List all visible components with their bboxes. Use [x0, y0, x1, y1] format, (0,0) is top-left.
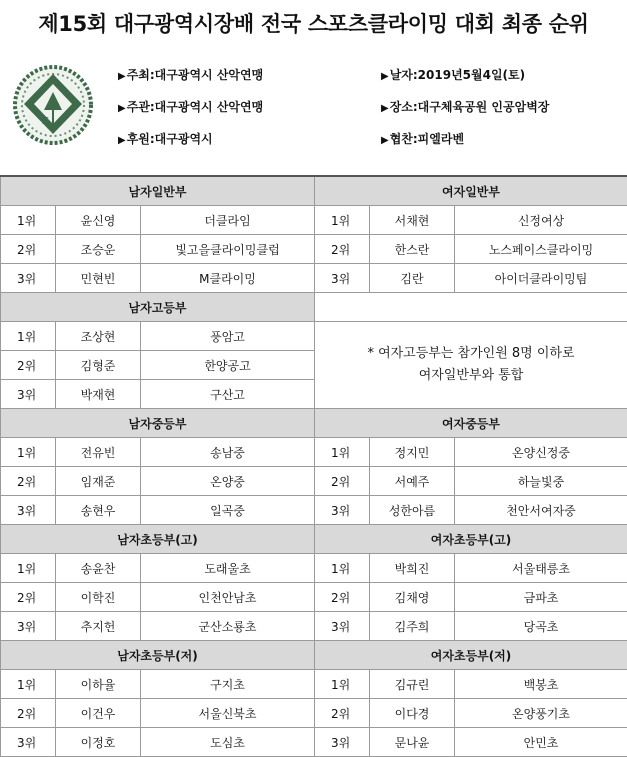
- team-cell: 인천안남초: [141, 583, 315, 612]
- name-cell: 조승운: [56, 235, 141, 264]
- division-title: 여자중등부: [315, 409, 627, 438]
- note-line: * 여자고등부는 참가인원 8명 이하로: [315, 343, 627, 365]
- rank-cell: 2위: [315, 467, 370, 496]
- rank-cell: 3위: [315, 496, 370, 525]
- rank-cell: 2위: [315, 699, 370, 728]
- name-cell: 정지민: [370, 438, 455, 467]
- rank-cell: 3위: [315, 612, 370, 641]
- name-cell: 박재현: [56, 380, 141, 409]
- logo-letter-k: K: [42, 117, 49, 127]
- rank-cell: 2위: [315, 235, 370, 264]
- name-cell: 조상현: [56, 322, 141, 351]
- results-table: [0, 175, 627, 757]
- table-row: [1, 728, 627, 757]
- name-cell: 윤신영: [56, 206, 141, 235]
- rank-cell: 1위: [315, 438, 370, 467]
- info-organizer: [118, 98, 263, 115]
- team-cell: 하늘빛중: [455, 467, 627, 496]
- team-cell: 송남중: [141, 438, 315, 467]
- info-host-text: 주최:대구광역시 산악연맹: [127, 68, 264, 82]
- table-row: [1, 496, 627, 525]
- division-title: 여자초등부(고): [315, 525, 627, 554]
- rank-cell: 3위: [1, 612, 56, 641]
- triangle-bullet-icon: ▶: [381, 135, 389, 146]
- table-row: [1, 699, 627, 728]
- table-row: [1, 670, 627, 699]
- info-support: [381, 130, 464, 147]
- table-row: [1, 467, 627, 496]
- team-cell: 구지초: [141, 670, 315, 699]
- name-cell: 임재준: [56, 467, 141, 496]
- team-cell: 군산소룡초: [141, 612, 315, 641]
- table-row: [1, 438, 627, 467]
- name-cell: 한스란: [370, 235, 455, 264]
- rank-cell: 1위: [315, 554, 370, 583]
- team-cell: 아이더클라이밍팀: [455, 264, 627, 293]
- name-cell: 박희진: [370, 554, 455, 583]
- rank-cell: 1위: [1, 206, 56, 235]
- triangle-bullet-icon: ▶: [118, 71, 126, 82]
- table-row: [1, 612, 627, 641]
- name-cell: 이건우: [56, 699, 141, 728]
- name-cell: 이학진: [56, 583, 141, 612]
- rank-cell: 1위: [315, 206, 370, 235]
- table-row: [1, 554, 627, 583]
- team-cell: 서울신북초: [141, 699, 315, 728]
- team-cell: 빛고을클라이밍클럽: [141, 235, 315, 264]
- team-cell: 안민초: [455, 728, 627, 757]
- team-cell: 당곡초: [455, 612, 627, 641]
- rank-cell: 2위: [1, 583, 56, 612]
- name-cell: 김형준: [56, 351, 141, 380]
- team-cell: 일곡중: [141, 496, 315, 525]
- info-venue: [381, 98, 549, 115]
- empty-cell: [315, 293, 627, 322]
- division-title: 남자초등부(고): [1, 525, 315, 554]
- rank-cell: 3위: [1, 496, 56, 525]
- team-cell: 백봉초: [455, 670, 627, 699]
- triangle-bullet-icon: ▶: [381, 103, 389, 114]
- name-cell: 민현빈: [56, 264, 141, 293]
- name-cell: 이다경: [370, 699, 455, 728]
- division-title: 여자일반부: [315, 176, 627, 206]
- kf-logo-icon: [12, 64, 94, 146]
- rank-cell: 3위: [1, 728, 56, 757]
- page-title: 제15회 대구광역시장배 전국 스포츠클라이밍 대회 최종 순위: [0, 8, 627, 38]
- info-organizer-text: 주관:대구광역시 산악연맹: [127, 100, 264, 114]
- rank-cell: 1위: [1, 554, 56, 583]
- info-support-text: 협찬:피엘라벤: [390, 132, 464, 146]
- rank-cell: 2위: [1, 351, 56, 380]
- team-cell: 천안서여자중: [455, 496, 627, 525]
- table-row: [1, 235, 627, 264]
- name-cell: 이정호: [56, 728, 141, 757]
- section-header-row: [1, 409, 627, 438]
- team-cell: 온양중: [141, 467, 315, 496]
- section-header-row: [1, 176, 627, 206]
- team-cell: M클라이밍: [141, 264, 315, 293]
- name-cell: 이하율: [56, 670, 141, 699]
- name-cell: 김주희: [370, 612, 455, 641]
- team-cell: 한양공고: [141, 351, 315, 380]
- name-cell: 송현우: [56, 496, 141, 525]
- rank-cell: 1위: [315, 670, 370, 699]
- division-title: 남자일반부: [1, 176, 315, 206]
- rank-cell: 3위: [315, 728, 370, 757]
- info-sponsor-text: 후원:대구광역시: [127, 132, 213, 146]
- info-sponsor: [118, 130, 213, 147]
- logo-letter-f: F: [59, 117, 65, 127]
- triangle-bullet-icon: ▶: [381, 71, 389, 82]
- rank-cell: 1위: [1, 438, 56, 467]
- info-date: [381, 66, 525, 83]
- rank-cell: 1위: [1, 670, 56, 699]
- triangle-bullet-icon: ▶: [118, 135, 126, 146]
- section-header-row: [1, 641, 627, 670]
- team-cell: 구산고: [141, 380, 315, 409]
- table-row: [1, 264, 627, 293]
- name-cell: 추지헌: [56, 612, 141, 641]
- name-cell: 전유빈: [56, 438, 141, 467]
- team-cell: 신정여상: [455, 206, 627, 235]
- triangle-bullet-icon: ▶: [118, 103, 126, 114]
- rank-cell: 3위: [1, 264, 56, 293]
- rank-cell: 3위: [1, 380, 56, 409]
- team-cell: 풍암고: [141, 322, 315, 351]
- team-cell: 도심초: [141, 728, 315, 757]
- rank-cell: 2위: [1, 467, 56, 496]
- section-header-row: [1, 525, 627, 554]
- table-row: [1, 583, 627, 612]
- team-cell: 도래울초: [141, 554, 315, 583]
- name-cell: 서예주: [370, 467, 455, 496]
- name-cell: 서채현: [370, 206, 455, 235]
- info-host: [118, 66, 263, 83]
- name-cell: 김규린: [370, 670, 455, 699]
- team-cell: 금파초: [455, 583, 627, 612]
- team-cell: 노스페이스클라이밍: [455, 235, 627, 264]
- info-date-text: 날자:2019년5월4일(토): [390, 68, 525, 82]
- team-cell: 서울태릉초: [455, 554, 627, 583]
- rank-cell: 1위: [1, 322, 56, 351]
- section-header-row: [1, 293, 627, 322]
- rank-cell: 2위: [1, 699, 56, 728]
- rank-cell: 2위: [315, 583, 370, 612]
- division-title: 남자고등부: [1, 293, 315, 322]
- table-row: [1, 322, 627, 351]
- division-title: 남자초등부(저): [1, 641, 315, 670]
- division-title: 여자초등부(저): [315, 641, 627, 670]
- table-row: [1, 206, 627, 235]
- team-cell: 온양신정중: [455, 438, 627, 467]
- merge-note: [315, 322, 627, 409]
- name-cell: 김란: [370, 264, 455, 293]
- info-venue-text: 장소:대구체육공원 인공암벽장: [390, 100, 550, 114]
- name-cell: 성한아름: [370, 496, 455, 525]
- note-line: 여자일반부와 통합: [315, 365, 627, 387]
- name-cell: 송윤찬: [56, 554, 141, 583]
- team-cell: 온양풍기초: [455, 699, 627, 728]
- division-title: 남자중등부: [1, 409, 315, 438]
- team-cell: 더클라임: [141, 206, 315, 235]
- rank-cell: 2위: [1, 235, 56, 264]
- rank-cell: 3위: [315, 264, 370, 293]
- name-cell: 문나윤: [370, 728, 455, 757]
- name-cell: 김채영: [370, 583, 455, 612]
